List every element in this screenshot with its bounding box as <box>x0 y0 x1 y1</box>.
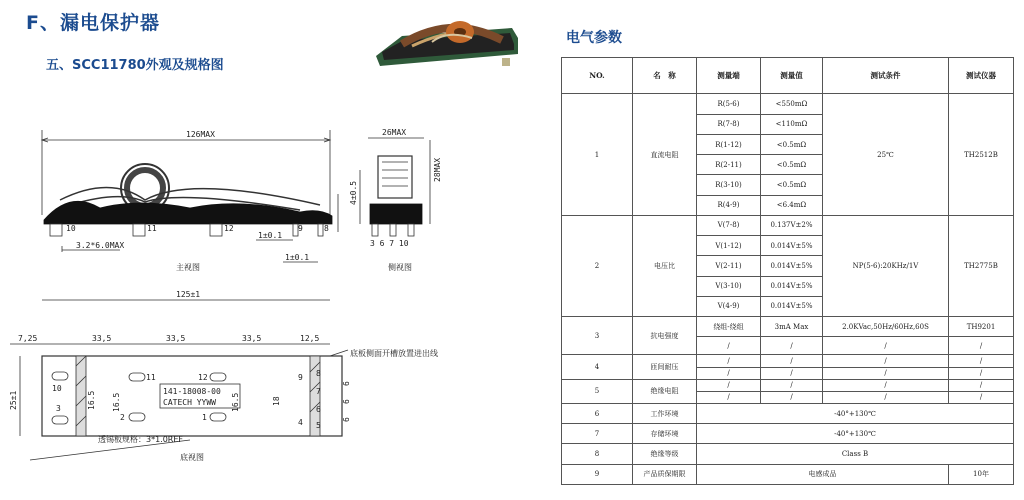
cell-term: R(2-11) <box>697 155 761 175</box>
cell-condition: NP(5-6):20KHz/1V <box>823 215 949 316</box>
cell-slash: / <box>823 391 949 403</box>
cell-name: 匝间耐压 <box>633 355 697 379</box>
bottom-spacing-2: 33,5 <box>166 334 186 343</box>
params-title: 电气参数 <box>566 30 622 46</box>
side-view <box>360 138 430 236</box>
cell-slash: / <box>697 355 761 367</box>
cell-slash: / <box>949 391 1014 403</box>
cell-item: 电感成品 <box>697 464 949 484</box>
table-row <box>562 94 1014 114</box>
bottom-pin-11: 11 <box>146 373 156 382</box>
cell-slash: / <box>949 379 1014 391</box>
cell-value: 10年 <box>949 464 1014 484</box>
col-value: 测量值 <box>761 58 823 94</box>
cell-value: -40°+130℃ <box>697 424 1014 444</box>
cell-value: 0.014V±5% <box>761 296 823 316</box>
bottom-dim-16c: 16.5 <box>231 392 240 412</box>
bottom-pin-5: 5 <box>316 421 321 430</box>
table-row <box>562 317 1014 337</box>
bottom-right-dim-2: 6 <box>342 417 351 422</box>
cell-slash: / <box>761 337 823 355</box>
cell-name: 绝缘等级 <box>633 444 697 464</box>
bottom-length-label: 125±1 <box>176 290 201 299</box>
side-view-caption: 侧视图 <box>388 263 412 272</box>
section-title: F、漏电保护器 <box>26 12 160 34</box>
cell-slash: / <box>697 337 761 355</box>
table-row <box>562 215 1014 235</box>
cell-slash: / <box>697 367 761 379</box>
cell-term: V(3-10) <box>697 276 761 296</box>
cell-slash: / <box>697 379 761 391</box>
side-gap-label: 4±0.5 <box>349 180 358 205</box>
product-photo <box>372 14 522 70</box>
slot-note: 底板侧面开槽放置进出线 <box>350 349 438 358</box>
cell-name: 抗电强度 <box>633 317 697 355</box>
cell-no: 2 <box>562 215 633 316</box>
front-pin-11: 11 <box>147 224 157 233</box>
cell-slash: / <box>949 355 1014 367</box>
cell-no: 8 <box>562 444 633 464</box>
cell-slash: / <box>761 379 823 391</box>
cell-value: -40°+130℃ <box>697 404 1014 424</box>
cell-no: 7 <box>562 424 633 444</box>
bottom-spacing-0: 7,25 <box>18 334 38 343</box>
col-no: NO. <box>562 58 633 94</box>
front-length-label: 126MAX <box>186 130 215 139</box>
cell-slash: / <box>761 355 823 367</box>
part-number: 141-18008-00 <box>163 387 221 396</box>
bottom-right-dim-1: 6 <box>342 399 351 404</box>
cell-term: R(3-10) <box>697 175 761 195</box>
electrical-params-table <box>561 57 1014 485</box>
col-instrument: 测试仪器 <box>949 58 1014 94</box>
bottom-pin-10: 10 <box>52 384 62 393</box>
cell-slash: / <box>949 337 1014 355</box>
bottom-pin-3: 3 <box>56 404 61 413</box>
sub-title: 五、SCC11780外观及规格图 <box>46 58 224 73</box>
cell-value: 0.014V±5% <box>761 236 823 256</box>
front-dim-1a: 1±0.1 <box>258 231 283 240</box>
bottom-dim-18: 18 <box>272 396 281 406</box>
cell-instrument: TH2512B <box>949 94 1014 215</box>
cell-instrument: TH9201 <box>949 317 1014 337</box>
front-view-caption: 主视图 <box>176 263 200 272</box>
cell-value: Class B <box>697 444 1014 464</box>
cell-term: R(7-8) <box>697 114 761 134</box>
front-pin-9: 9 <box>298 224 303 233</box>
cell-slash: / <box>697 391 761 403</box>
side-pins: 3 6 7 10 <box>370 239 409 248</box>
bottom-dim-16b: 16.5 <box>112 392 121 412</box>
table-row <box>562 464 1014 484</box>
cell-slash: / <box>949 367 1014 379</box>
cell-condition: 25℃ <box>823 94 949 215</box>
bottom-pin-8: 8 <box>316 369 321 378</box>
cell-no: 5 <box>562 379 633 403</box>
cell-value: <0.5mΩ <box>761 134 823 154</box>
bottom-spacing-1: 33,5 <box>92 334 112 343</box>
cell-value: <6.4mΩ <box>761 195 823 215</box>
front-pin-12: 12 <box>224 224 234 233</box>
cell-value: <550mΩ <box>761 94 823 114</box>
side-width-label: 26MAX <box>382 128 407 137</box>
cell-slash: / <box>761 367 823 379</box>
front-dim-pin: 3.2*6.0MAX <box>76 241 125 250</box>
cell-term: R(5-6) <box>697 94 761 114</box>
cell-term: 绕组-绕组 <box>697 317 761 337</box>
cell-term: V(1-12) <box>697 236 761 256</box>
cell-slash: / <box>823 337 949 355</box>
col-term: 测量端 <box>697 58 761 94</box>
cell-name: 绝缘电阻 <box>633 379 697 403</box>
table-row <box>562 444 1014 464</box>
cell-name: 工作环境 <box>633 404 697 424</box>
bottom-pin-2: 2 <box>120 413 125 422</box>
cell-term: V(4-9) <box>697 296 761 316</box>
table-row <box>562 424 1014 444</box>
bottom-pin-6: 6 <box>316 405 321 414</box>
spec-drawing <box>0 120 560 496</box>
bottom-pin-1: 1 <box>202 413 207 422</box>
cell-term: R(4-9) <box>697 195 761 215</box>
bottom-spacing-3: 33,5 <box>242 334 262 343</box>
table-row <box>562 404 1014 424</box>
bottom-dim-16a: 16.5 <box>87 390 96 410</box>
cell-value: <0.5mΩ <box>761 175 823 195</box>
bottom-pin-7: 7 <box>316 387 321 396</box>
cell-name: 电压比 <box>633 215 697 316</box>
cell-value: 0.014V±5% <box>761 256 823 276</box>
bottom-spacing-4: 12,5 <box>300 334 320 343</box>
bottom-pin-4: 4 <box>298 418 303 427</box>
side-height-label: 28MAX <box>433 157 442 182</box>
front-dim-1b: 1±0.1 <box>285 253 310 262</box>
cell-value: 0.137V±2% <box>761 215 823 235</box>
cell-value: 0.014V±5% <box>761 276 823 296</box>
cell-name: 产品质保期限 <box>633 464 697 484</box>
cell-slash: / <box>761 391 823 403</box>
cell-name: 直流电阻 <box>633 94 697 215</box>
cell-slash: / <box>823 379 949 391</box>
cell-instrument: TH2775B <box>949 215 1014 316</box>
cell-no: 3 <box>562 317 633 355</box>
table-row <box>562 379 1014 391</box>
bottom-pin-12: 12 <box>198 373 208 382</box>
bottom-pin-9: 9 <box>298 373 303 382</box>
front-pin-8: 8 <box>324 224 329 233</box>
cell-term: V(7-8) <box>697 215 761 235</box>
cell-no: 9 <box>562 464 633 484</box>
cell-value: <110mΩ <box>761 114 823 134</box>
cell-value: 3mA Max <box>761 317 823 337</box>
cell-no: 4 <box>562 355 633 379</box>
cell-no: 1 <box>562 94 633 215</box>
col-condition: 测试条件 <box>823 58 949 94</box>
cell-slash: / <box>823 355 949 367</box>
bottom-right-dim-0: 6 <box>342 381 351 386</box>
bottom-height-label: 25±1 <box>9 390 18 410</box>
cell-term: R(1-12) <box>697 134 761 154</box>
brand-mark: CATECH YYWW <box>163 398 216 407</box>
table-header-row <box>562 58 1014 94</box>
cell-term: V(2-11) <box>697 256 761 276</box>
table-row <box>562 355 1014 367</box>
cell-slash: / <box>823 367 949 379</box>
bottom-view-caption: 底视图 <box>180 453 204 462</box>
pcb-note: 透锡板规格：3*1.0REF <box>98 435 184 444</box>
cell-no: 6 <box>562 404 633 424</box>
col-name: 名 称 <box>633 58 697 94</box>
cell-value: <0.5mΩ <box>761 155 823 175</box>
cell-condition: 2.0KVac,50Hz/60Hz,60S <box>823 317 949 337</box>
cell-name: 存储环境 <box>633 424 697 444</box>
front-pin-10: 10 <box>66 224 76 233</box>
